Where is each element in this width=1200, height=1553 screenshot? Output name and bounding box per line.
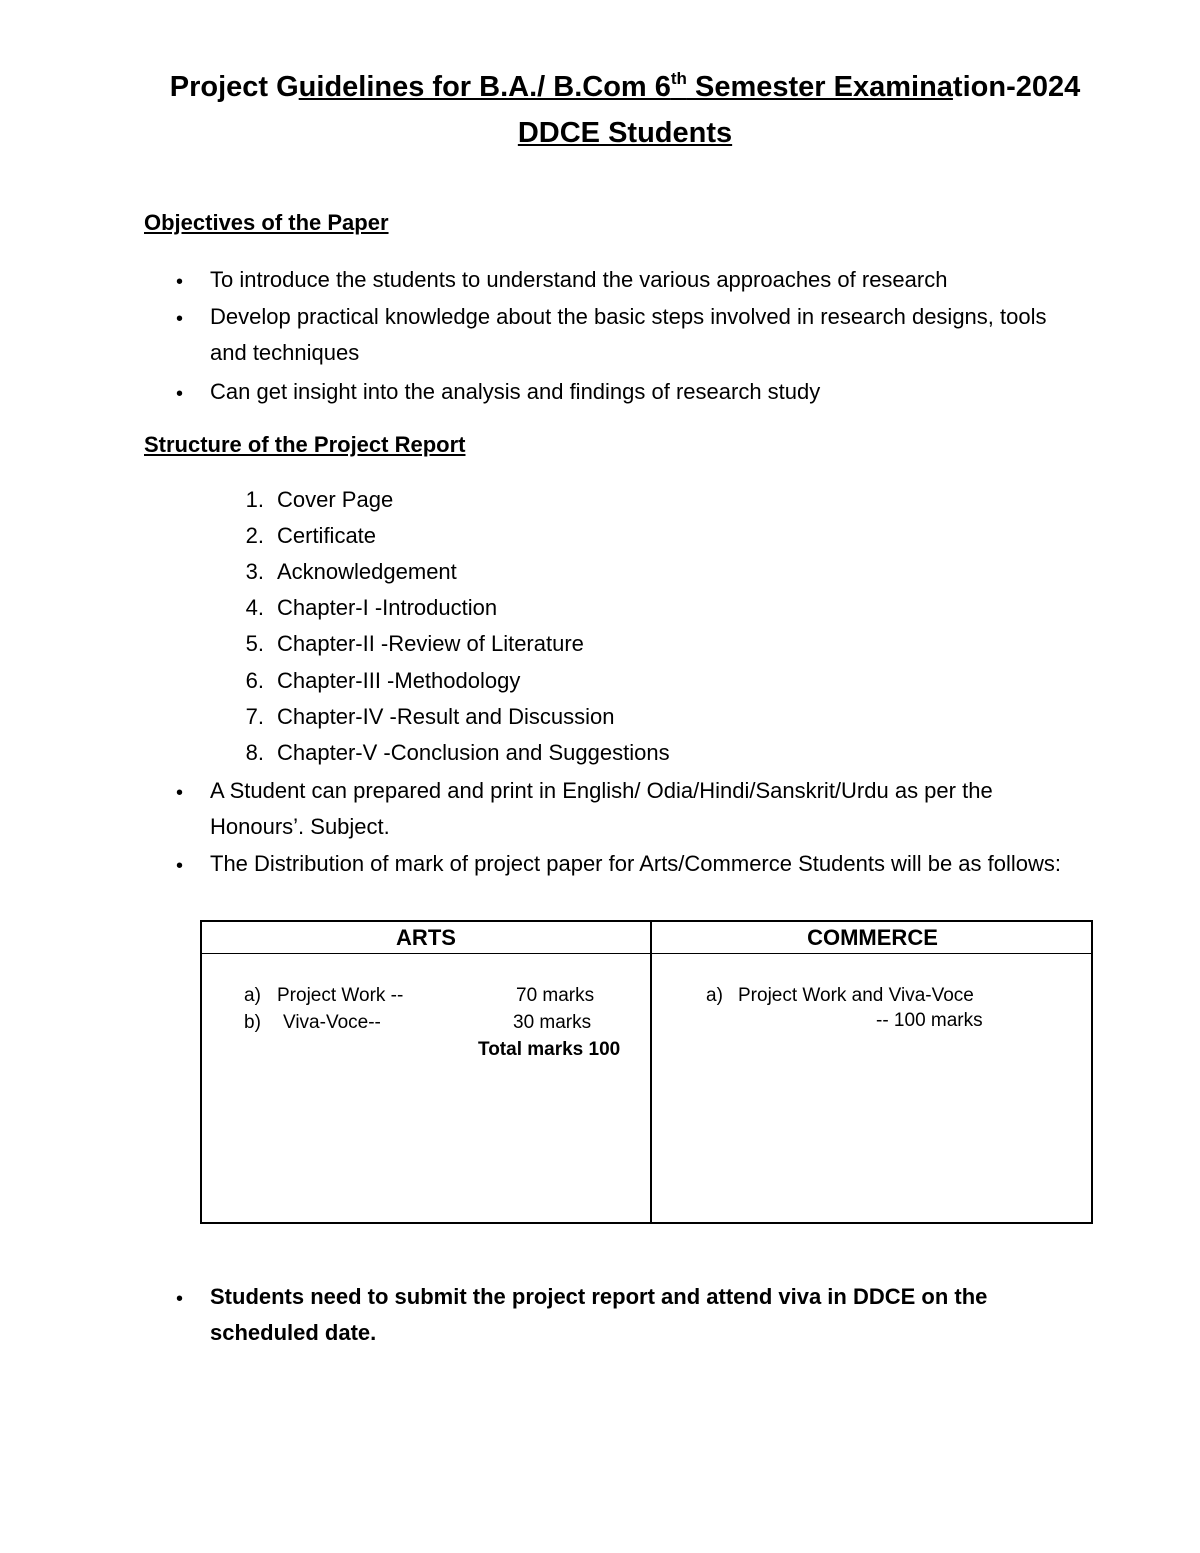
objective-item: Develop practical knowledge about the basic steps involved in research designs, tools and techniques — [210, 304, 1047, 365]
marks-table — [200, 920, 1093, 1224]
final-note: Students need to submit the project report and attend viva in DDCE on the scheduled date. — [210, 1284, 988, 1345]
bullet-icon: • — [176, 383, 184, 405]
table-header-arts: ARTS — [396, 925, 456, 950]
list-item: Acknowledgement — [277, 559, 457, 584]
list-item: Certificate — [277, 523, 377, 548]
objective-item: Can get insight into the analysis and findings of research study — [210, 379, 821, 404]
list-item: Cover Page — [277, 487, 394, 512]
list-item: Chapter-III -Methodology — [277, 668, 521, 693]
table-divider — [650, 922, 652, 1222]
note-item: A Student can prepared and print in English/ Odia/Hindi/Sanskrit/Urdu as per the Honours’. Subject. — [210, 778, 993, 839]
arts-item-marks: 70 marks — [516, 985, 595, 1006]
title-segment: Project G — [169, 71, 299, 103]
commerce-item-marks: -- 100 marks — [876, 1010, 983, 1031]
list-number: 1. — [245, 487, 264, 512]
title-segment-text: uidelines for B.A./ B.Com 6 — [298, 71, 671, 103]
page-subtitle: DDCE Students — [517, 117, 733, 149]
commerce-item-text: Project Work and Viva-Voce — [738, 985, 974, 1006]
table-header-commerce: COMMERCE — [807, 925, 938, 950]
list-number: 3. — [245, 559, 264, 584]
arts-item-marks: 30 marks — [513, 1012, 592, 1033]
list-item: Chapter-IV -Result and Discussion — [277, 704, 615, 729]
list-item: Chapter-I -Introduction — [277, 595, 498, 620]
list-number: 8. — [245, 740, 264, 765]
list-number: 2. — [245, 523, 264, 548]
structure-heading: Structure of the Project Report — [144, 432, 466, 457]
list-number: 4. — [245, 595, 264, 620]
commerce-item-label: a) — [706, 985, 723, 1006]
title-superscript: th — [670, 69, 687, 88]
arts-total: Total marks 100 — [478, 1039, 621, 1060]
arts-item-text: Project Work -- — [277, 985, 404, 1006]
bullet-icon: • — [176, 271, 184, 293]
arts-item-label: a) — [244, 985, 261, 1006]
arts-item-label: b) — [244, 1012, 261, 1033]
bullet-icon: • — [176, 855, 184, 877]
bullet-icon: • — [176, 782, 184, 804]
title-segment — [299, 71, 953, 103]
table-divider — [202, 953, 1091, 954]
list-number: 7. — [245, 704, 264, 729]
objectives-heading: Objectives of the Paper — [144, 210, 389, 235]
objective-item: To introduce the students to understand the various approaches of research — [210, 267, 948, 292]
list-item: Chapter-V -Conclusion and Suggestions — [277, 740, 670, 765]
title-segment: tion-2024 — [952, 71, 1081, 103]
bullet-icon: • — [176, 308, 184, 330]
arts-item-text: Viva-Voce-- — [283, 1012, 381, 1033]
list-item: Chapter-II -Review of Literature — [277, 631, 584, 656]
bullet-icon: • — [176, 1288, 184, 1310]
title-segment-text: Semester Examina — [686, 71, 953, 103]
list-number: 5. — [245, 631, 264, 656]
note-item: The Distribution of mark of project paper for Arts/Commerce Students will be as follows: — [210, 851, 1062, 876]
list-number: 6. — [245, 668, 264, 693]
page-title — [0, 70, 1200, 104]
